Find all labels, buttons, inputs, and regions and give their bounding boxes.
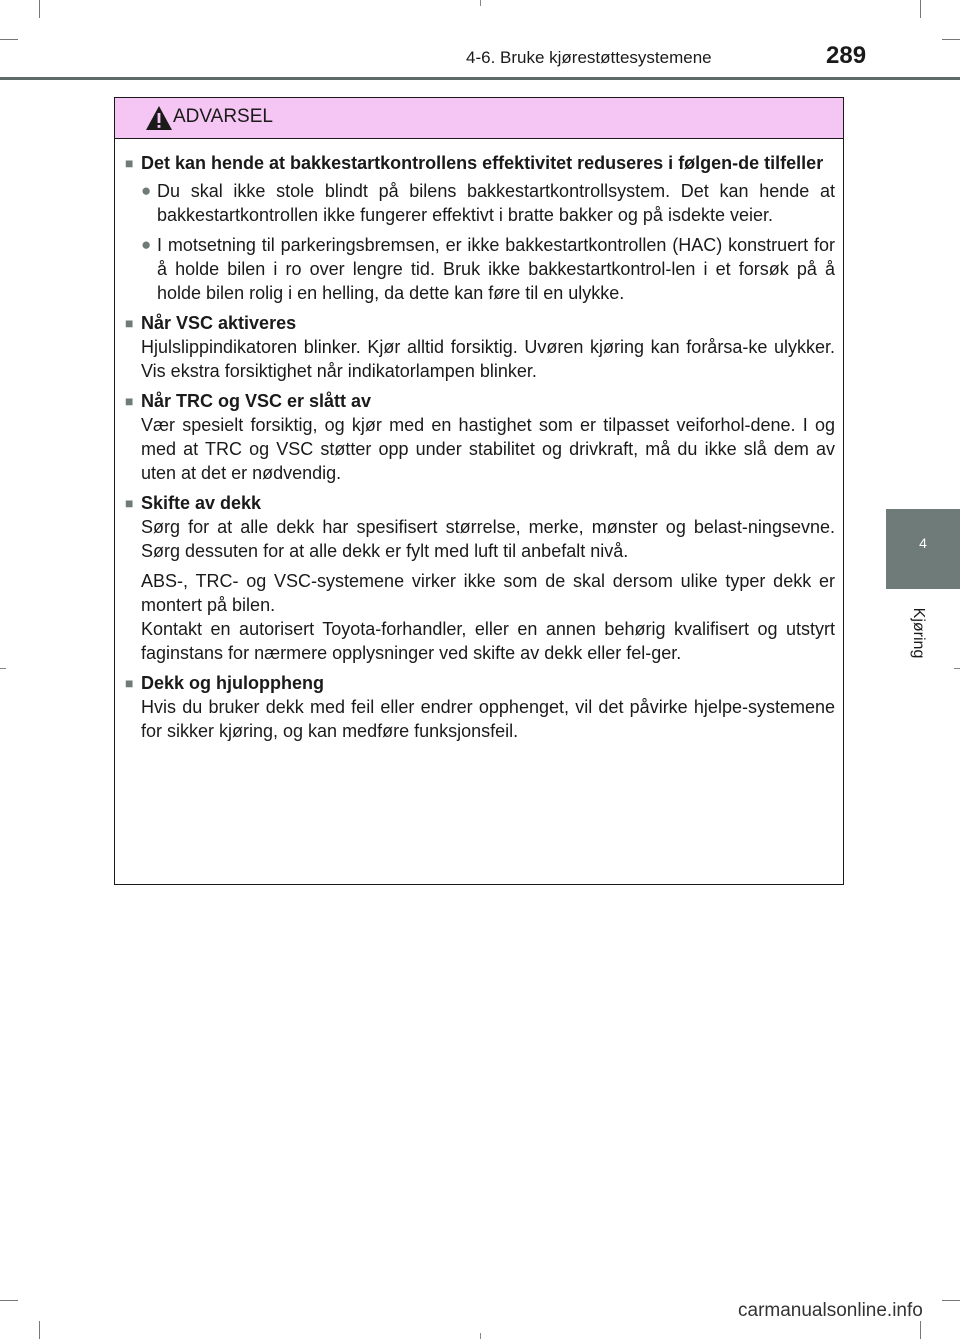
crop-mark <box>920 0 921 18</box>
warning-section <box>125 311 835 383</box>
section-paragraph: Kontakt en autorisert Toyota-forhandler, eller en annen behørig kvalifisert og utstyrt faginstans for nærmere opplysninger ved skifte av dekk eller fel-ger. <box>141 619 835 663</box>
center-mark <box>480 1333 481 1339</box>
warning-section <box>125 151 835 305</box>
section-paragraph: Sørg for at alle dekk har spesifisert størrelse, merke, mønster og belast-ningsevne. Sørg dessuten for at alle dekk er fylt med luft til anbefalt nivå. <box>141 517 835 561</box>
section-paragraph: ABS-, TRC- og VSC-systemene virker ikke som de skal dersom ulike typer dekk er montert på bilen. <box>141 571 835 615</box>
section-title-text: Skifte av dekk <box>141 493 262 513</box>
watermark: carmanualsonline.info <box>738 1300 923 1321</box>
section-heading <box>125 151 835 175</box>
section-title-text: Når VSC aktiveres <box>141 313 297 333</box>
square-bullet-icon: ■ <box>125 393 134 409</box>
square-bullet-icon: ■ <box>125 675 134 691</box>
crop-mark <box>920 1321 921 1339</box>
warning-triangle-icon <box>145 104 173 132</box>
center-mark <box>480 0 481 6</box>
warning-header <box>115 98 843 139</box>
section-title-text: Det kan hende at bakkestartkontrollens effektivitet reduseres i følgen-de tilfeller <box>141 153 824 173</box>
chapter-label-text: Kjøring <box>910 607 927 659</box>
chapter-tab <box>886 509 960 589</box>
section-title-text: Dekk og hjuloppheng <box>141 673 324 693</box>
chapter-number: 4 <box>919 535 927 551</box>
bullet-text: I motsetning til parkeringsbremsen, er ikke bakkestartkontrollen (HAC) konstruert for å holde bilen i ro over lengre tid. Bruk ikke bakkestartkontrol-len i et forsøk på å holde bilen rolig i en helling, da dette kan føre til en ulykke. <box>157 235 835 303</box>
square-bullet-icon: ■ <box>125 495 134 511</box>
center-mark <box>0 668 6 669</box>
warning-box <box>114 97 844 885</box>
section-heading <box>125 671 835 695</box>
crop-mark <box>39 1321 40 1339</box>
square-bullet-icon: ■ <box>125 315 134 331</box>
center-mark <box>954 668 960 669</box>
warning-section <box>125 671 835 743</box>
section-heading <box>125 491 835 515</box>
section-paragraph: Hvis du bruker dekk med feil eller endrer opphenget, vil det påvirke hjelpe-systemene for sikker kjøring, og kan medføre funksjonsfeil. <box>141 697 835 741</box>
warning-body <box>115 139 843 743</box>
chapter-label <box>906 600 926 670</box>
header-rule <box>0 77 960 80</box>
crop-mark <box>39 0 40 18</box>
warning-section <box>125 491 835 665</box>
square-bullet-icon: ■ <box>125 155 134 171</box>
section-heading <box>125 389 835 413</box>
crop-mark <box>942 39 960 40</box>
section-paragraph: Hjulslippindikatoren blinker. Kjør alltid forsiktig. Uvøren kjøring kan forårsa-ke ulykker. Vis ekstra forsiktighet når indikatorlampen blinker. <box>141 337 835 381</box>
warning-section <box>125 389 835 485</box>
page-number: 289 <box>826 42 867 69</box>
bullet-item <box>125 233 835 305</box>
crop-mark <box>942 1300 960 1301</box>
section-heading <box>125 311 835 335</box>
crop-mark <box>0 1300 18 1301</box>
section-title: 4-6. Bruke kjørestøttesystemene <box>466 48 712 67</box>
section-paragraph: Vær spesielt forsiktig, og kjør med en hastighet som er tilpasset veiforhol-dene. I og med at TRC og VSC støtter opp under stabilitet og drivkraft, må du ikke slå dem av uten at det er nødvendig. <box>141 415 835 483</box>
bullet-item <box>125 179 835 227</box>
round-bullet-icon: ● <box>141 235 152 254</box>
warning-title: ADVARSEL <box>173 106 273 127</box>
bullet-text: Du skal ikke stole blindt på bilens bakkestartkontrollsystem. Det kan hende at bakkestartkontrollen ikke fungerer effektivt i bratte bakker og på isdekte veier. <box>157 181 835 225</box>
round-bullet-icon: ● <box>141 181 152 200</box>
section-title-text: Når TRC og VSC er slått av <box>141 391 372 411</box>
crop-mark <box>0 39 18 40</box>
